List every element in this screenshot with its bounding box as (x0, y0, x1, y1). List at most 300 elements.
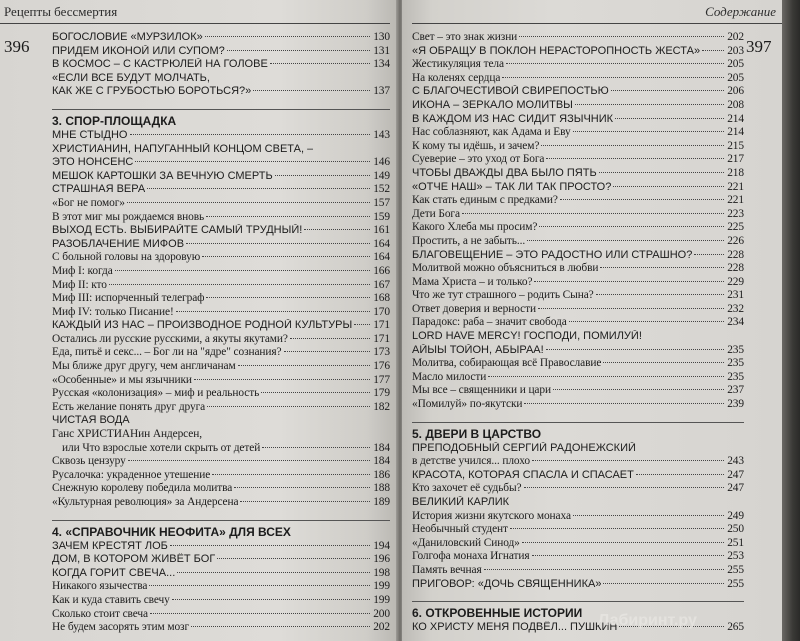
toc-entry-title: ПРЕПОДОБНЫЙ СЕРГИЙ РАДОНЕЖСКИЙ (412, 441, 636, 454)
toc-entry-page: 234 (727, 316, 744, 329)
section-3-title: 3. СПОР-ПЛОЩАДКА (52, 109, 390, 128)
toc-entry-page: 199 (373, 593, 390, 606)
toc-entry-title: «Я ОБРАЩУ В ПОКЛОН НЕРАСТОРОПНОСТЬ ЖЕСТА» (412, 44, 701, 57)
toc-entry (52, 183, 390, 197)
toc-entry-title: Миф I: когда (52, 264, 113, 277)
toc-entry-page: 206 (727, 85, 744, 98)
toc-entry (412, 235, 744, 249)
toc-entry (52, 238, 390, 252)
toc-entry-title: БОГОСЛОВИЕ «МУРЗИЛОК» (52, 31, 203, 43)
toc-entry-page: 235 (727, 357, 744, 370)
toc-entry (412, 442, 744, 456)
toc-entry (412, 72, 744, 86)
toc-entry (52, 387, 390, 401)
toc-entry (412, 221, 744, 235)
toc-entry-title: АЙЫЫ ТОЙОН, АБЫРАА! (412, 343, 544, 356)
toc-leader-dots (599, 172, 724, 173)
toc-entry-title: Кто захочет её судьбы? (412, 482, 522, 495)
toc-entry (52, 265, 390, 279)
toc-leader-dots (524, 487, 725, 488)
right-toc-column (412, 31, 744, 635)
toc-entry-page: 218 (727, 166, 744, 179)
toc-leader-dots (176, 311, 370, 312)
toc-entry-title: С больной головы на здоровую (52, 251, 201, 264)
toc-entry-title: ЭТО НОНСЕНС (52, 156, 134, 169)
toc-entry-page: 231 (727, 289, 744, 302)
toc-leader-dots (600, 267, 724, 268)
toc-leader-dots (205, 36, 370, 37)
toc-leader-dots (524, 403, 724, 404)
left-page-number: 396 (4, 37, 30, 56)
toc-entry-page: 184 (373, 441, 390, 454)
toc-entry-page: 194 (373, 539, 390, 552)
toc-entry (52, 374, 390, 388)
toc-entry-title: Мама Христа – и только? (412, 275, 533, 288)
toc-entry-title: Сколько стоит свеча (52, 607, 148, 620)
toc-leader-dots (603, 362, 724, 363)
toc-entry-title: Нас соблазняют, как Адама и Еву (412, 126, 571, 139)
toc-entry-page: 221 (727, 180, 744, 193)
toc-entry (412, 316, 744, 330)
toc-leader-dots (109, 284, 370, 285)
toc-leader-dots (262, 447, 370, 448)
toc-entry-title: Остались ли русские русскими, а якуты якутами? (52, 332, 288, 345)
toc-leader-dots (611, 90, 724, 91)
section-3-entries (52, 129, 390, 510)
toc-entry (52, 621, 390, 635)
toc-entry-title: Ганс ХРИСТИАНин Андерсен, (52, 428, 202, 441)
toc-entry (412, 126, 744, 140)
toc-entry-title: Что же тут страшного – родить Сына? (412, 289, 594, 302)
toc-entry-page: 251 (727, 536, 744, 549)
toc-entry-title: Мы все – священники и цари (412, 384, 551, 397)
toc-entry (52, 496, 390, 510)
toc-leader-dots (170, 545, 370, 546)
toc-entry-page: 232 (727, 302, 744, 315)
toc-entry-title: КАЖДЫЙ ИЗ НАС – ПРОИЗВОДНОЕ РОДНОЙ КУЛЬТУРЫ (52, 319, 353, 332)
toc-entry-title: Ответ доверия и верности (412, 302, 536, 315)
toc-entry-page: 205 (727, 71, 744, 84)
toc-entry-title: ИКОНА – ЗЕРКАЛО МОЛИТВЫ (412, 98, 573, 111)
toc-leader-dots (539, 226, 724, 227)
toc-entry-title: Миф III: испорченный телеграф (52, 292, 205, 305)
toc-leader-dots (510, 528, 724, 529)
toc-entry-title: Мы ближе друг другу, чем англичанам (52, 360, 236, 373)
toc-entry-page: 235 (727, 370, 744, 383)
toc-entry-page: 265 (727, 621, 744, 634)
toc-entry-page: 161 (373, 224, 390, 237)
toc-entry-title: «ЕСЛИ ВСЕ БУДУТ МОЛЧАТЬ, (52, 71, 210, 84)
toc-leader-dots (191, 626, 370, 627)
toc-leader-dots (534, 281, 724, 282)
toc-entry-page: 243 (727, 455, 744, 468)
toc-leader-dots (227, 50, 370, 51)
toc-leader-dots (240, 501, 370, 502)
toc-leader-dots (206, 297, 370, 298)
toc-leader-dots (284, 351, 370, 352)
toc-entry-page: 166 (373, 264, 390, 277)
toc-entry-page: 179 (373, 387, 390, 400)
toc-entry (52, 469, 390, 483)
toc-leader-dots (462, 213, 724, 214)
toc-leader-dots (569, 321, 724, 322)
toc-entry-page: 189 (373, 496, 390, 508)
toc-leader-dots (615, 118, 724, 119)
toc-entry-page: 177 (373, 373, 390, 386)
toc-entry-title: LORD HAVE MERCY! ГОСПОДИ, ПОМИЛУЙ! (412, 330, 642, 343)
toc-entry-page: 247 (727, 482, 744, 495)
toc-leader-dots (202, 256, 370, 257)
toc-entry (52, 72, 390, 86)
toc-entry (52, 567, 390, 581)
toc-leader-dots (636, 474, 724, 475)
toc-entry-title: Сквозь цензуру (52, 455, 126, 468)
toc-entry-page: 176 (373, 360, 390, 373)
left-top-entries (52, 31, 390, 99)
toc-entry-title: «Даниловский Синод» (412, 536, 520, 549)
toc-leader-dots (603, 583, 724, 584)
toc-entry (52, 401, 390, 415)
toc-entry-page: 255 (727, 577, 744, 590)
toc-leader-dots (546, 349, 724, 350)
toc-entry-page: 215 (727, 139, 744, 152)
toc-entry (52, 292, 390, 306)
toc-entry (52, 129, 390, 143)
toc-entry-page: 202 (727, 31, 744, 43)
toc-entry (412, 482, 744, 496)
toc-leader-dots (702, 50, 724, 51)
toc-entry (52, 360, 390, 374)
toc-entry-page: 225 (727, 221, 744, 234)
toc-entry-title: РАЗОБЛАЧЕНИЕ МИФОВ (52, 237, 185, 250)
toc-entry-page: 214 (727, 126, 744, 139)
right-head-rule (412, 23, 782, 24)
toc-leader-dots (553, 389, 724, 390)
toc-entry-title: «ОТЧЕ НАШ» – ТАК ЛИ ТАК ПРОСТО? (412, 180, 612, 193)
toc-leader-dots (527, 240, 724, 241)
toc-entry-page: 239 (727, 398, 744, 411)
toc-entry (52, 553, 390, 567)
toc-entry-page: 200 (373, 607, 390, 620)
toc-entry (52, 251, 390, 265)
toc-entry-title: Есть желание понять друг друга (52, 400, 206, 413)
toc-entry-title: На коленях сердца (412, 71, 501, 84)
toc-entry-page: 171 (373, 332, 390, 345)
toc-entry-title: СТРАШНАЯ ВЕРА (52, 183, 146, 196)
toc-entry (52, 594, 390, 608)
toc-entry-title: ЗАЧЕМ КРЕСТЯТ ЛОБ (52, 539, 168, 552)
toc-leader-dots (130, 134, 371, 135)
toc-leader-dots (147, 188, 370, 189)
toc-entry-title: ХРИСТИАНИН, НАПУГАННЫЙ КОНЦОМ СВЕТА, – (52, 142, 314, 155)
toc-entry-page: 250 (727, 523, 744, 536)
toc-entry (52, 306, 390, 320)
toc-leader-dots (502, 77, 724, 78)
toc-leader-dots (253, 90, 370, 91)
toc-entry (52, 333, 390, 347)
toc-entry-page: 217 (727, 153, 744, 166)
toc-entry-page: 237 (727, 384, 744, 397)
toc-entry (52, 580, 390, 594)
toc-entry (412, 344, 744, 358)
toc-entry (52, 85, 390, 99)
toc-entry-page: 182 (373, 400, 390, 413)
toc-entry-page: 223 (727, 207, 744, 220)
toc-entry-page: 188 (373, 482, 390, 495)
toc-leader-dots (115, 270, 370, 271)
toc-entry-title: В этот миг мы рождаемся вновь (52, 210, 205, 223)
toc-entry (412, 85, 744, 99)
toc-entry-page: 228 (727, 248, 744, 261)
toc-entry (412, 398, 744, 412)
toc-entry-page: 164 (373, 251, 390, 264)
toc-entry (412, 330, 744, 344)
toc-entry (412, 249, 744, 263)
toc-leader-dots (484, 569, 724, 570)
toc-entry (412, 167, 744, 181)
toc-entry (52, 540, 390, 554)
toc-entry-page: 253 (727, 550, 744, 563)
toc-leader-dots (194, 379, 370, 380)
toc-entry-page: 226 (727, 234, 744, 247)
toc-entry-title: Необычный студент (412, 523, 508, 536)
toc-entry-title: КАК ЖЕ С ГРУБОСТЬЮ БОРОТЬСЯ?» (52, 85, 252, 98)
toc-entry-title: ПРИГОВОР: «ДОЧЬ СВЯЩЕННИКА» (412, 577, 602, 590)
toc-entry (412, 496, 744, 510)
toc-entry (412, 550, 744, 564)
toc-entry-page: 255 (727, 563, 744, 576)
toc-entry-title: Жестикуляция тела (412, 58, 504, 71)
toc-entry (412, 564, 744, 578)
toc-leader-dots (541, 145, 724, 146)
toc-entry-title: Еда, питьё и секс... – Бог ли на "ядре" сознания? (52, 346, 282, 359)
toc-entry-title: Русская «колонизация» – миф и реальность (52, 387, 260, 400)
toc-entry-title: Масло милости (412, 370, 487, 383)
toc-entry (412, 289, 744, 303)
toc-entry-title: Русалочка: украденное утешение (52, 468, 211, 481)
toc-leader-dots (261, 392, 370, 393)
toc-entry-page: 167 (373, 278, 390, 291)
left-toc-column (52, 31, 390, 635)
toc-entry-title: «Помилуй» по-якутски (412, 398, 523, 411)
toc-leader-dots (488, 376, 724, 377)
toc-entry-page: 130 (373, 31, 390, 43)
toc-entry (412, 303, 744, 317)
toc-entry-title: Как стать единым с предками? (412, 194, 558, 207)
toc-entry (52, 211, 390, 225)
toc-entry (52, 197, 390, 211)
page-edge-shadow (782, 0, 800, 641)
toc-entry (412, 578, 744, 592)
toc-leader-dots (186, 243, 370, 244)
toc-entry-page: 146 (373, 156, 390, 169)
toc-entry-title: КОГДА ГОРИТ СВЕЧА... (52, 566, 176, 579)
toc-entry-title: Молитва, собирающая всё Православие (412, 357, 602, 370)
toc-entry-page: 202 (373, 621, 390, 634)
toc-entry (52, 319, 390, 333)
toc-entry-page: 229 (727, 275, 744, 288)
toc-entry-title: МЕШОК КАРТОШКИ ЗА ВЕЧНУЮ СМЕРТЬ (52, 169, 273, 182)
toc-leader-dots (149, 585, 370, 586)
right-page-number: 397 (746, 37, 772, 56)
toc-entry-page: 228 (727, 262, 744, 275)
toc-leader-dots (207, 406, 370, 407)
toc-entry (52, 442, 390, 456)
toc-entry (412, 276, 744, 290)
toc-leader-dots (532, 555, 724, 556)
right-top-entries (412, 31, 744, 412)
toc-entry (412, 469, 744, 483)
toc-leader-dots (560, 199, 724, 200)
toc-entry-page: 214 (727, 112, 744, 125)
toc-entry-page: 173 (373, 346, 390, 359)
toc-entry-title: История жизни якутского монаха (412, 509, 571, 522)
toc-entry (412, 99, 744, 113)
toc-entry (412, 58, 744, 72)
toc-entry (52, 224, 390, 238)
toc-entry-title: Какого Хлеба мы просим? (412, 221, 538, 234)
toc-entry (52, 608, 390, 622)
toc-leader-dots (575, 104, 724, 105)
left-head-rule (0, 23, 390, 24)
toc-entry (52, 45, 390, 59)
toc-entry-title: Парадокс: раба – значит свобода (412, 316, 567, 329)
toc-entry-page: 131 (373, 44, 390, 57)
toc-entry-title: С БЛАГОЧЕСТИВОЙ СВИРЕПОСТЬЮ (412, 85, 609, 98)
toc-entry (412, 455, 744, 469)
toc-entry (52, 455, 390, 469)
toc-entry (412, 523, 744, 537)
toc-entry-title: ЧИСТАЯ ВОДА (52, 414, 130, 427)
toc-leader-dots (150, 613, 370, 614)
toc-entry-page: 168 (373, 292, 390, 305)
toc-leader-dots (234, 487, 370, 488)
toc-entry (52, 31, 390, 45)
toc-entry (52, 414, 390, 428)
toc-entry-title: Память вечная (412, 563, 482, 576)
toc-entry-page: 171 (373, 319, 390, 332)
toc-entry-title: ВЫХОД ЕСТЬ. ВЫБИРАЙТЕ САМЫЙ ТРУДНЫЙ! (52, 224, 303, 237)
toc-leader-dots (127, 202, 370, 203)
toc-entry-title: Не будем засорять этим мозг (52, 621, 190, 634)
toc-entry (412, 31, 744, 45)
toc-entry (412, 194, 744, 208)
toc-leader-dots (275, 175, 370, 176)
toc-entry (412, 140, 744, 154)
toc-entry-title: ЧТОБЫ ДВАЖДЫ ДВА БЫЛО ПЯТЬ (412, 166, 597, 179)
toc-leader-dots (532, 460, 724, 461)
toc-entry-title: в детстве учился... плохо (412, 455, 530, 468)
toc-entry (412, 208, 744, 222)
toc-entry (52, 143, 390, 157)
toc-leader-dots (546, 158, 724, 159)
toc-leader-dots (694, 254, 724, 255)
toc-entry-title: «Особенные» и мы язычники (52, 373, 192, 386)
watermark: Лабиринт.ру (598, 612, 697, 629)
toc-leader-dots (573, 131, 724, 132)
toc-entry-title: Как и куда ставить свечу (52, 593, 170, 606)
toc-entry-title: Никакого язычества (52, 580, 148, 593)
toc-entry-title: Суеверие – это уход от Бога (412, 153, 545, 166)
toc-entry-title: «Культурная революция» за Андерсена (52, 496, 239, 508)
toc-entry (412, 181, 744, 195)
toc-entry-page: 143 (373, 128, 390, 141)
toc-entry-title: КРАСОТА, КОТОРАЯ СПАСЛА И СПАСАЕТ (412, 468, 634, 481)
section-4-title: 4. «СПРАВОЧНИК НЕОФИТА» ДЛЯ ВСЕХ (52, 520, 390, 539)
toc-entry (52, 279, 390, 293)
toc-entry-title: Дети Бога (412, 207, 460, 220)
toc-entry (412, 113, 744, 127)
toc-entry-page: 137 (373, 85, 390, 98)
toc-entry-page: 247 (727, 468, 744, 481)
toc-entry (52, 428, 390, 442)
toc-leader-dots (506, 63, 724, 64)
toc-entry (52, 156, 390, 170)
toc-leader-dots (177, 572, 370, 573)
toc-leader-dots (212, 474, 370, 475)
toc-leader-dots (354, 324, 370, 325)
toc-entry-title: Простить, а не забыть... (412, 234, 526, 247)
toc-entry-title: ДОМ, В КОТОРОМ ЖИВЁТ БОГ (52, 553, 216, 566)
toc-entry (52, 58, 390, 72)
toc-entry-title: ВЕЛИКИЙ КАРЛИК (412, 496, 510, 508)
toc-entry (52, 346, 390, 360)
toc-leader-dots (238, 365, 370, 366)
toc-entry-title: Снежную королеву победила молитва (52, 482, 233, 495)
toc-entry-page: 198 (373, 566, 390, 579)
toc-leader-dots (304, 229, 370, 230)
toc-entry-page: 221 (727, 194, 744, 207)
toc-leader-dots (522, 542, 724, 543)
toc-entry-title: БЛАГОВЕЩЕНИЕ – ЭТО РАДОСТНО ИЛИ СТРАШНО? (412, 248, 693, 261)
toc-leader-dots (538, 308, 724, 309)
toc-entry (412, 384, 744, 398)
toc-entry-page: 170 (373, 305, 390, 318)
toc-entry-page: 164 (373, 237, 390, 250)
toc-entry-page: 152 (373, 183, 390, 196)
toc-leader-dots (128, 460, 370, 461)
toc-entry-page: 184 (373, 455, 390, 468)
toc-entry (412, 537, 744, 551)
toc-leader-dots (596, 294, 724, 295)
toc-entry (52, 170, 390, 184)
toc-entry-title: «Бог не помог» (52, 196, 125, 209)
toc-leader-dots (270, 63, 370, 64)
toc-entry-page: 157 (373, 196, 390, 209)
toc-entry-page: 208 (727, 98, 744, 111)
toc-entry (412, 45, 744, 59)
section-6-title: 6. ОТКРОВЕННЫЕ ИСТОРИИ (412, 601, 744, 620)
toc-leader-dots (135, 161, 370, 162)
toc-entry-page: 186 (373, 468, 390, 481)
toc-entry-page: 149 (373, 169, 390, 182)
toc-entry-title: МНЕ СТЫДНО (52, 128, 128, 141)
toc-entry-title: КО ХРИСТУ МЕНЯ ПОДВЁЛ... ПУШКИН (412, 621, 618, 634)
toc-entry-title: Молитвой можно объясниться в любви (412, 262, 599, 275)
toc-entry-title: ПРИДЕМ ИКОНОЙ ИЛИ СУПОМ? (52, 44, 225, 57)
toc-entry-page: 203 (727, 44, 744, 57)
toc-entry (412, 371, 744, 385)
toc-leader-dots (172, 599, 370, 600)
toc-leader-dots (613, 186, 724, 187)
left-page (0, 0, 398, 641)
toc-entry-page: 196 (373, 553, 390, 566)
toc-entry-title: В КОСМОС – С КАСТРЮЛЕЙ НА ГОЛОВЕ (52, 58, 268, 71)
left-running-head: Рецепты бессмертия (4, 4, 118, 19)
toc-entry-page: 249 (727, 509, 744, 522)
toc-leader-dots (573, 515, 724, 516)
toc-entry-page: 205 (727, 58, 744, 71)
